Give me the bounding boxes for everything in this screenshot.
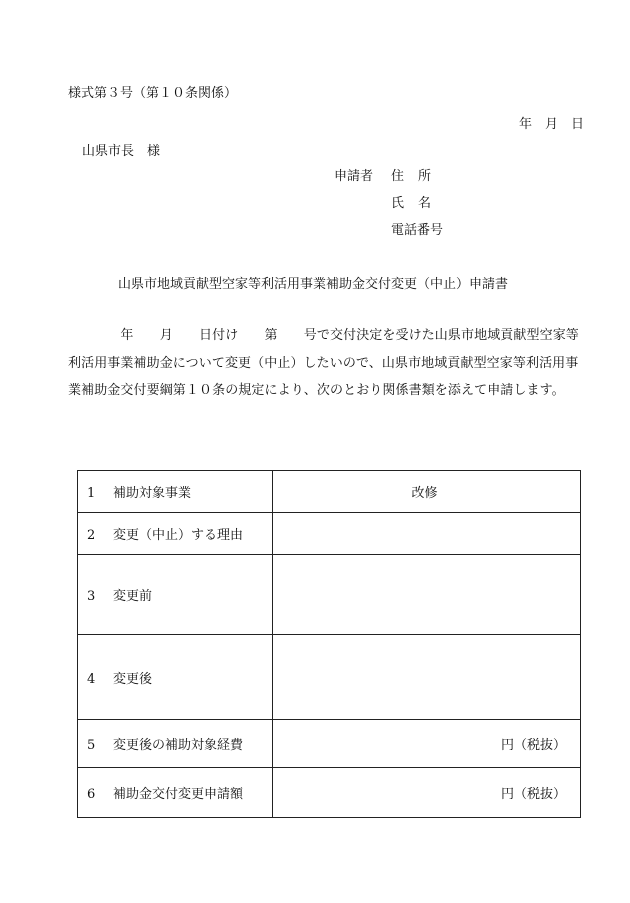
addressee: 山県市長 様 (82, 144, 161, 159)
date-line: 年 月 日 (519, 117, 585, 132)
name-label: 氏名 (391, 196, 446, 211)
row-value[interactable]: 円（税抜） (273, 720, 581, 768)
row-value[interactable]: 円（税抜） (273, 768, 581, 818)
table-row (78, 768, 581, 818)
row-number: 5 (87, 738, 96, 753)
row-number: 6 (87, 787, 96, 802)
row-label-text: 変更後の補助対象経費 (113, 738, 244, 753)
form-number: 様式第３号（第１０条関係） (68, 86, 238, 101)
row-label (78, 768, 273, 818)
row-number: 3 (87, 589, 96, 604)
row-label (78, 635, 273, 720)
row-label (78, 513, 273, 555)
row-label-text: 変更後 (113, 671, 153, 687)
row-label (78, 471, 273, 513)
phone-label: 電話番号 (391, 223, 444, 238)
table-row (78, 555, 581, 635)
body-paragraph: 年 月 日付け 第 号で交付決定を受けた山県市地域貢献型空家等利活用事業補助金について変更（中止）したいので、山県市地域貢献型空家等利活用事業補助金交付要綱第１０条の規定により、次のとおり関係書類を添えて申請します。 (68, 328, 579, 398)
row-number: 2 (87, 528, 96, 543)
table-row (78, 513, 581, 555)
document-title: 山県市地域貢献型空家等利活用事業補助金交付変更（中止）申請書 (118, 277, 509, 292)
row-value[interactable] (273, 555, 581, 635)
applicant-label: 申請者 (334, 169, 374, 184)
row-value[interactable] (273, 635, 581, 720)
row-number: 1 (87, 486, 96, 501)
application-table (77, 470, 581, 818)
row-label-text: 補助対象事業 (113, 486, 192, 501)
table-row (78, 720, 581, 768)
row-label-text: 補助金交付変更申請額 (113, 787, 244, 802)
row-label (78, 720, 273, 768)
row-label (78, 555, 273, 635)
table-row (78, 635, 581, 720)
row-value[interactable] (273, 513, 581, 555)
row-number: 4 (87, 671, 96, 687)
table-row (78, 471, 581, 513)
row-label-text: 変更前 (113, 589, 153, 604)
address-label: 住所 (391, 169, 446, 184)
row-label-text: 変更（中止）する理由 (113, 528, 244, 543)
row-value: 改修 (273, 471, 581, 513)
